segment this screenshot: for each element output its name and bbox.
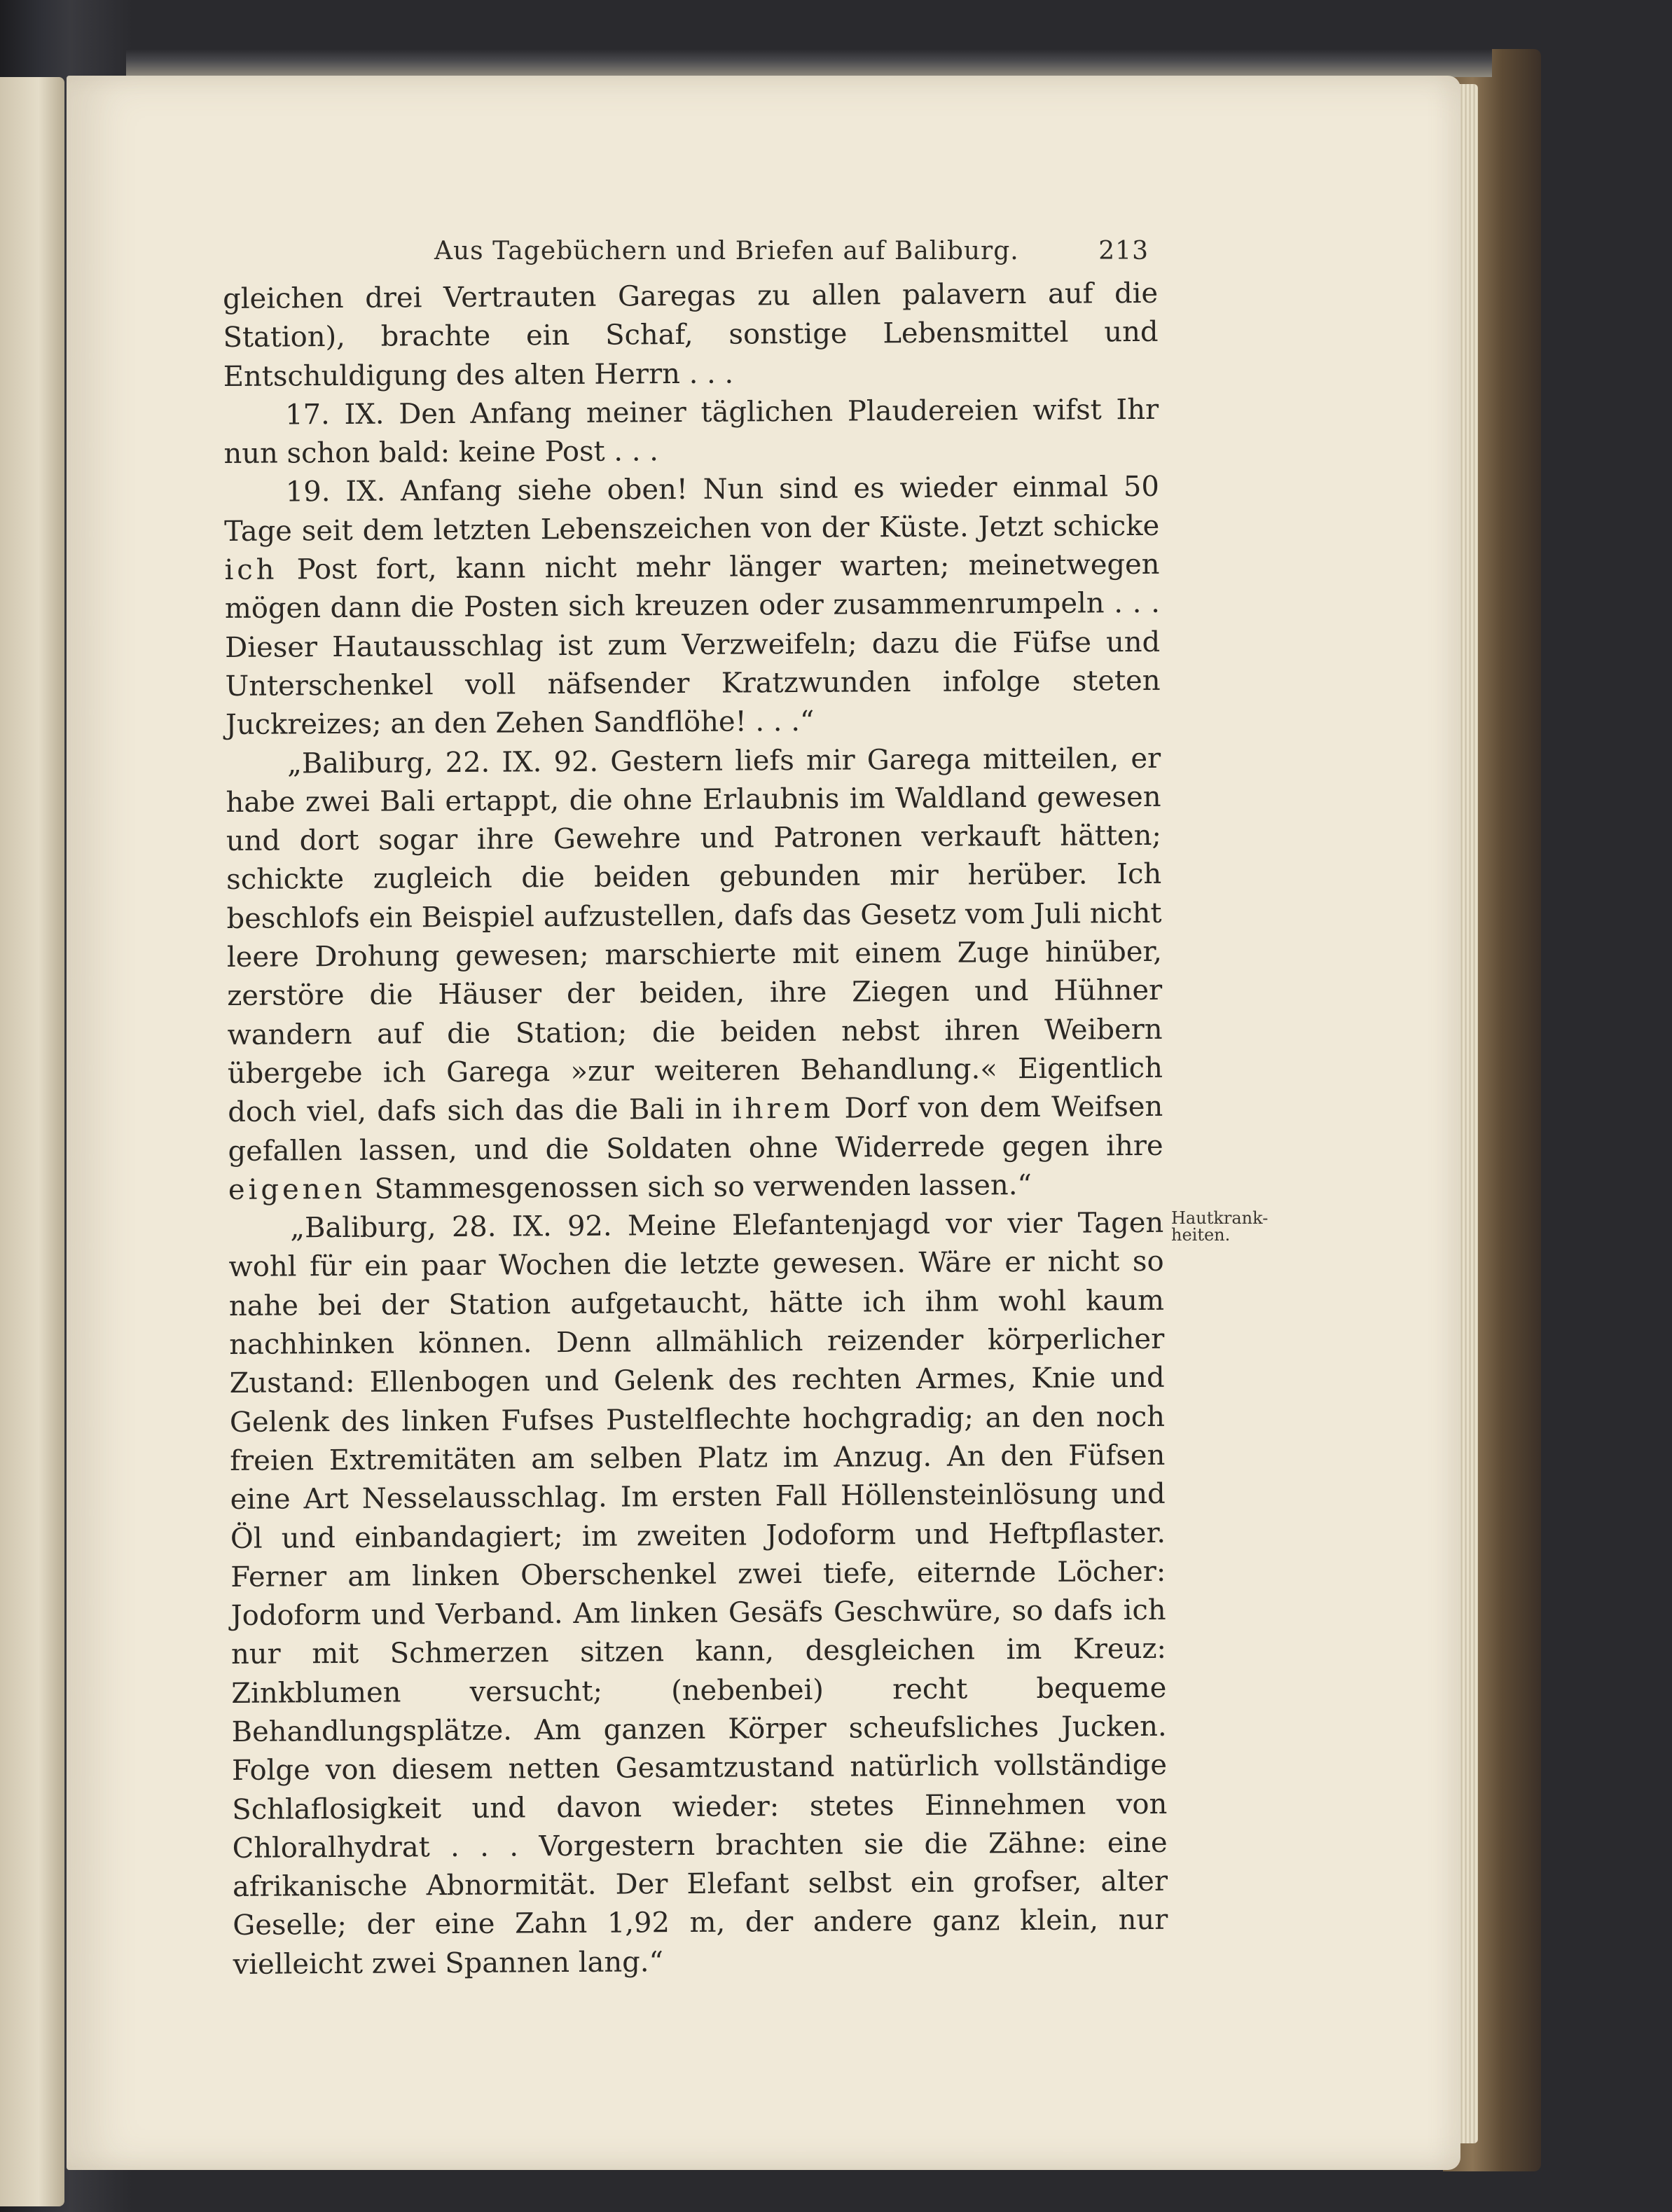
emphasized-text: eigenen xyxy=(228,1173,366,1206)
paragraph-text: Post fort, kann nicht mehr länger warten; meinetwegen mögen dann die Posten sich kreuzen oder zusammenrumpeln . . . Dieser Hautausschlag ist zum Verzweifeln; dazu die Füfse und Unterschenkel voll näfsender Kratzwunden infolge steten Juckreizes; an den Zehen Sandflöhe! . . .“ xyxy=(224,548,1161,742)
page-number: 213 xyxy=(1098,237,1149,265)
body-text xyxy=(223,275,1168,1984)
margin-note xyxy=(1171,1208,1269,1245)
paragraph xyxy=(224,468,1161,745)
paragraph xyxy=(226,739,1163,1210)
paragraph xyxy=(223,275,1159,396)
paragraph-text: Dorf von dem Weifsen gefallen lassen, und die Soldaten ohne Widerrede gegen ihre xyxy=(228,1091,1163,1168)
left-page-edge xyxy=(0,77,64,2206)
margin-note-line: heiten. xyxy=(1171,1225,1231,1245)
paragraph-text: „Baliburg, 22. IX. 92. Gestern liefs mir Garega mitteilen, er habe zwei Bali ertappt, die ohne Erlaubnis im Waldland gewesen und dort sogar ihre Gewehre und Patronen verkauft hätten; schickte zugleich die beiden gebunden mir herüber. Ich beschlofs ein Beispiel aufzustellen, dafs das Gesetz vom Juli nicht leere Drohung gewesen; marschierte mit einem Zuge hinüber, zerstöre die Häuser der beiden, ihre Ziegen und Hühner wandern auf die Station; die beiden nebst ihren Weibern übergebe ich Garega »zur weiteren Behandlung.« Eigentlich doch viel, dafs sich das die Bali in xyxy=(226,742,1163,1129)
emphasized-text: ihrem xyxy=(732,1092,834,1126)
paragraph-text: 19. IX. Anfang siehe oben! Nun sind es wieder einmal 50 Tage seit dem letzten Lebenszeichen von der Küste. Jetzt schicke xyxy=(224,471,1160,548)
paragraph-text: Stammesgenossen sich so verwenden lassen.“ xyxy=(365,1168,1032,1205)
spine-top-edge xyxy=(126,49,1492,77)
paragraph-text: gleichen drei Vertrauten Garegas zu allen palavern auf die Station), brachte ein Schaf, sonstige Lebensmittel und Entschuldigung des alten Herrn . . . xyxy=(223,277,1159,393)
paragraph-text: „Baliburg, 28. IX. 92. Meine Elefantenjagd vor vier Tagen wohl für ein paar Wochen die letzte gewesen. Wäre er nicht so nahe bei der Station aufgetaucht, hätte ich ihm wohl kaum nachhinken können. Denn allmählich reizender körperlicher Zustand: Ellenbogen und Gelenk des rechten Armes, Knie und Gelenk des linken Fufses Pustelflechte hochgradig; an den noch freien Extremitäten am selben Platz im Anzug. An den Füfsen eine Art Nesselausschlag. Im ersten Fall Höllensteinlösung und Öl und einbandagiert; im zweiten Jodoform und Heftpflaster. Ferner am linken Oberschenkel zwei tiefe, eiternde Löcher: Jodoform und Verband. Am linken Gesäfs Geschwüre, so dafs ich nur mit Schmerzen sitzen kann, desgleichen im Kreuz: Zinkblumen versucht; (nebenbei) recht bequeme Behandlungsplätze. Am ganzen Körper scheufsliches Jucken. Folge von diesem netten Gesamtzustand natürlich vollständige Schlaflosigkeit und davon wieder: stetes Einnehmen von Chloralhydrat . . . Vorgestern brachten sie die Zähne: eine afrikanische Abnormität. Der Elefant selbst ein grofser, alter Geselle; der eine Zahn 1,92 m, der andere ganz klein, nur vielleicht zwei Spannen lang.“ xyxy=(228,1206,1168,1981)
paragraph xyxy=(228,1204,1168,1984)
paragraph xyxy=(223,391,1159,474)
running-title: Aus Tagebüchern und Briefen auf Baliburg. xyxy=(434,237,1019,265)
margin-note-line: Hautkrank- xyxy=(1171,1208,1269,1228)
emphasized-text: ich xyxy=(224,553,278,587)
paragraph-text: 17. IX. Den Anfang meiner täglichen Plaudereien wifst Ihr nun schon bald: keine Post . . . xyxy=(223,393,1159,471)
